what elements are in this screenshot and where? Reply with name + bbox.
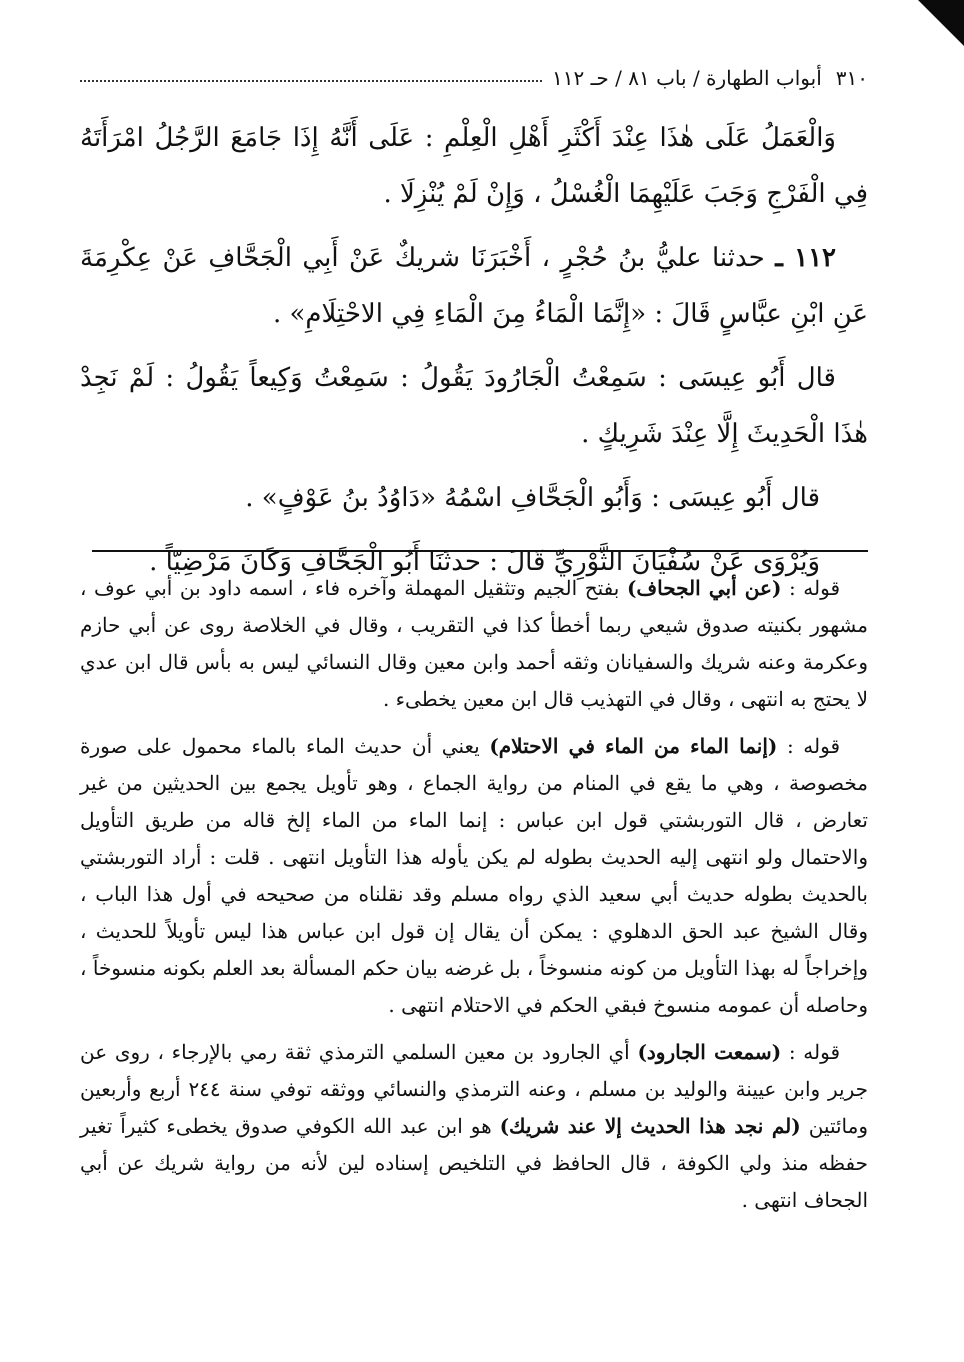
main-text [80, 110, 868, 598]
commentary-paragraph-1 [80, 570, 868, 718]
commentary-text-2: هو ابن عبد الله الكوفي صدوق يخطىء كثيراً تغير حفظه منذ ولي الكوفة ، قال الحافظ في التلخيص إسناده لين لأنه من رواية شريك عن أبي الجحاف انتهى . [80, 1114, 868, 1212]
commentary-prefix: قوله : [789, 576, 841, 600]
page-corner-mark [918, 0, 964, 46]
hadith-paragraph [80, 230, 868, 342]
commentary-prefix: قوله : [788, 1040, 841, 1064]
commentary-lemma: (إنما الماء من الماء في الاحتلام) [489, 734, 778, 758]
commentary-lemma-2: (لم نجد هذا الحديث إلا عند شريك) [499, 1114, 801, 1138]
running-title: أبواب الطهارة / باب ٨١ / حـ ١١٢ [551, 66, 822, 90]
footnote-divider [92, 550, 868, 552]
header-dotted-leader [80, 80, 542, 82]
matn-paragraph-1: وَالْعَمَلُ عَلَى هٰذَا عِنْدَ أَكْثَرِ أَهْلِ الْعِلْمِ : عَلَى أَنَّهُ إِذَا جَامَعَ الرَّجُلُ امْرَأَتَهُ فِي الْفَرْجِ وَجَبَ عَلَيْهِمَا الْغُسْلُ ، وَإِنْ لَمْ يُنْزِلَا . [80, 123, 868, 209]
hadith-number: ١١٢ ـ [775, 243, 837, 273]
commentary-text: بفتح الجيم وتثقيل المهملة وآخره فاء ، اسمه داود بن أبي عوف ، مشهور بكنيته صدوق شيعي ربما أخطأ كذا في التقريب ، وقال في الخلاصة روى عن أبي حازم وعكرمة وعنه شريك والسفيانان وثقه أحمد وابن معين وقال النسائي ليس به بأس قال ابن عدي لا يحتج به انتهى ، وقال في التهذيب قال ابن معين يخطىء . [80, 576, 868, 711]
commentary [80, 570, 868, 1229]
commentary-lemma: (سمعت الجارود) [637, 1040, 782, 1064]
commentary-paragraph-3 [80, 1034, 868, 1219]
matn-paragraph-5: وَيُرْوَى عَنْ سُفْيَانَ الثَّوْرِيِّ قَالَ : حدثَنَا أَبُو الْجَحَّافِ وَكَانَ مَرْضِيّاً . [149, 547, 820, 577]
commentary-prefix: قوله : [786, 734, 841, 758]
page-header [70, 62, 868, 94]
page-number: ٣١٠ [835, 66, 868, 90]
commentary-lemma: (عن أبي الجحاف) [626, 576, 782, 600]
matn-paragraph-3: قال أَبُو عِيسَى : سَمِعْتُ الْجَارُودَ يَقُولُ : سَمِعْتُ وَكِيعاً يَقُولُ : لَمْ نَجِدْ هٰذَا الْحَدِيثَ إِلَّا عِنْدَ شَرِيكٍ . [80, 363, 868, 449]
commentary-paragraph-2 [80, 728, 868, 1024]
matn-paragraph-4: قال أَبُو عِيسَى : وَأَبُو الْجَحَّافِ اسْمُهُ «دَاوُدُ بنُ عَوْفٍ» . [245, 483, 820, 513]
hadith-text: حدثنا عليُّ بنُ حُجْرٍ ، أَخْبَرَنَا شريكٌ عَنْ أَبِي الْجَحَّافِ عَنْ عِكْرِمَةَ عَنِ ابْنِ عبَّاسٍ قَالَ : «إِنَّمَا الْمَاءُ مِنَ الْمَاءِ فِي الاحْتِلَامِ» . [80, 243, 868, 329]
commentary-text: أي الجارود بن معين السلمي الترمذي ثقة رمي بالإرجاء ، روى عن جرير وابن عيينة والوليد بن مسلم ، وعنه الترمذي والنسائي ووثقه توفي سنة ٢٤٤ أربع وأربعين ومائتين [80, 1040, 869, 1138]
commentary-text: يعني أن حديث الماء بالماء محمول على صورة مخصوصة ، وهي ما يقع في المنام من رواية الجماع ، وهو تأويل يجمع بين الحديثين من غير تعارض ، قال التوربشتي قول ابن عباس : إنما الماء من الماء إلخ قاله من طريق التأويل والاحتمال ولو انتهى إليه الحديث بطوله لم يكن يأوله هذا التأويل انتهى . قلت : أراد التوربشتي بالحديث بطوله حديث أبي سعيد الذي رواه مسلم وقد نقلناه من صحيحه في أول هذا الباب ، وقال الشيخ عبد الحق الدهلوي : يمكن أن يقال إن قول ابن عباس هذا ليس تأويلاً للحديث ، وإخراجاً له بهذا التأويل من كونه منسوخاً ، بل غرضه بيان حكم المسألة بعد العلم بكونه منسوخاً ، وحاصله أن عمومه منسوخ فبقي الحكم في الاحتلام انتهى . [80, 734, 868, 1017]
